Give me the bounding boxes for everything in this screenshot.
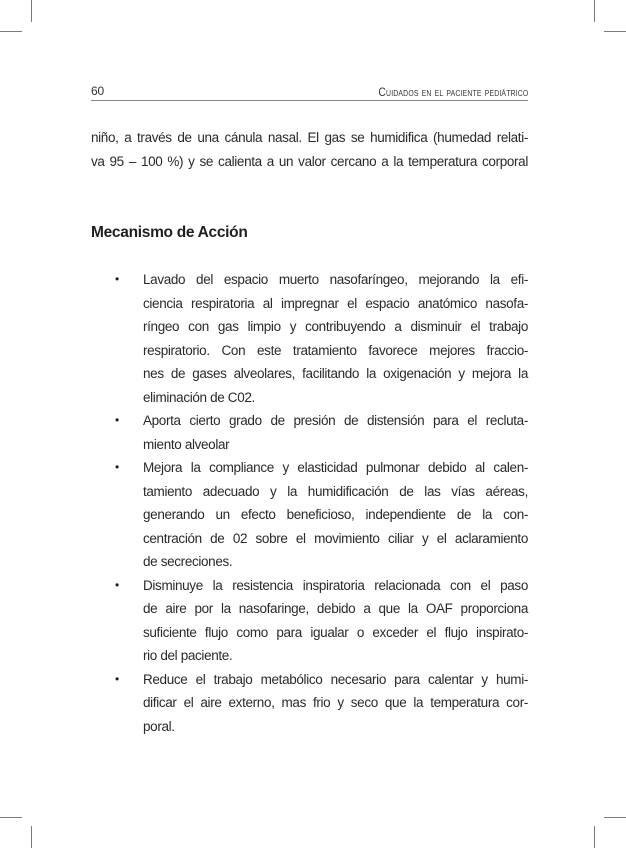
- list-item: [91, 456, 528, 574]
- list-item-line: Reduce el trabajo metabólico necesario para calentar y humi-: [143, 671, 528, 687]
- list-item-line: rio del paciente.: [143, 648, 233, 663]
- list-item-line: poral.: [143, 718, 175, 734]
- list-item-line: generando un efecto beneficioso, independiente de la con-: [143, 507, 528, 522]
- list-item-line: dificar el aire externo, mas frio y seco que la temperatura cor-: [143, 695, 528, 710]
- bullet-icon: •: [115, 413, 119, 427]
- bullet-icon: •: [115, 577, 119, 592]
- section-heading: Mecanismo de Acción: [91, 224, 248, 241]
- paragraph-line: niño, a través de una cánula nasal. El gas se humidifica (humedad relati-: [91, 130, 528, 145]
- crop-mark-top-left-horizontal: [0, 31, 22, 32]
- list-item-line: centración de 02 sobre el movimiento ciliar y el aclaramiento: [143, 530, 528, 546]
- list-item-line: suficiente flujo como para igualar o exceder el flujo inspirato-: [143, 624, 528, 640]
- list-item-line: Disminuye la resistencia inspiratoria relacionada con el paso: [143, 577, 528, 593]
- list-item: [91, 409, 528, 456]
- list-item-line: respiratorio. Con este tratamiento favorece mejores fraccio-: [143, 342, 528, 358]
- crop-mark-bottom-left: [31, 826, 32, 848]
- list-item: [91, 668, 528, 739]
- bullet-icon: •: [115, 460, 119, 474]
- list-item: [91, 574, 528, 668]
- list-item-line: eliminación de C02.: [143, 389, 255, 405]
- list-item-line: Mejora la compliance y elasticidad pulmonar debido al calen-: [143, 460, 528, 475]
- running-head: Cuidados en el paciente pediátrico: [377, 85, 528, 99]
- list-item-line: Lavado del espacio muerto nasofaríngeo, mejorando la efi-: [143, 272, 528, 287]
- crop-mark-bottom-left-horizontal: [0, 817, 22, 818]
- crop-mark-bottom-right: [594, 826, 595, 848]
- bullet-icon: •: [115, 272, 119, 286]
- list-item-line: tamiento adecuado y la humidificación de las vías aéreas,: [143, 483, 528, 499]
- list-item: [91, 268, 528, 409]
- list-item-line: nes de gases alveolares, facilitando la oxigenación y mejora la: [143, 366, 528, 381]
- paragraph-line: va 95 – 100 %) y se calienta a un valor cercano a la temperatura corporal: [91, 154, 528, 169]
- crop-mark-top-right-horizontal: [604, 31, 626, 32]
- list-item-line: Aporta cierto grado de presión de distensión para el recluta-: [143, 413, 528, 428]
- crop-mark-top-right: [594, 0, 595, 22]
- list-item-line: de secreciones.: [143, 554, 233, 569]
- bullet-list: [91, 268, 528, 738]
- intro-paragraph: [91, 126, 528, 174]
- list-item-line: miento alveolar: [143, 436, 230, 452]
- bullet-icon: •: [115, 671, 119, 686]
- crop-mark-top-left: [31, 0, 32, 22]
- list-item-line: de aire por la nasofaringe, debido a que la OAF proporciona: [143, 601, 528, 616]
- crop-mark-bottom-right-horizontal: [604, 817, 626, 818]
- page-header: [91, 84, 528, 101]
- page-number: 60: [91, 84, 104, 98]
- list-item-line: ríngeo con gas limpio y contribuyendo a disminuir el trabajo: [143, 319, 528, 334]
- list-item-line: ciencia respiratoria al impregnar el espacio anatómico nasofa-: [143, 295, 528, 311]
